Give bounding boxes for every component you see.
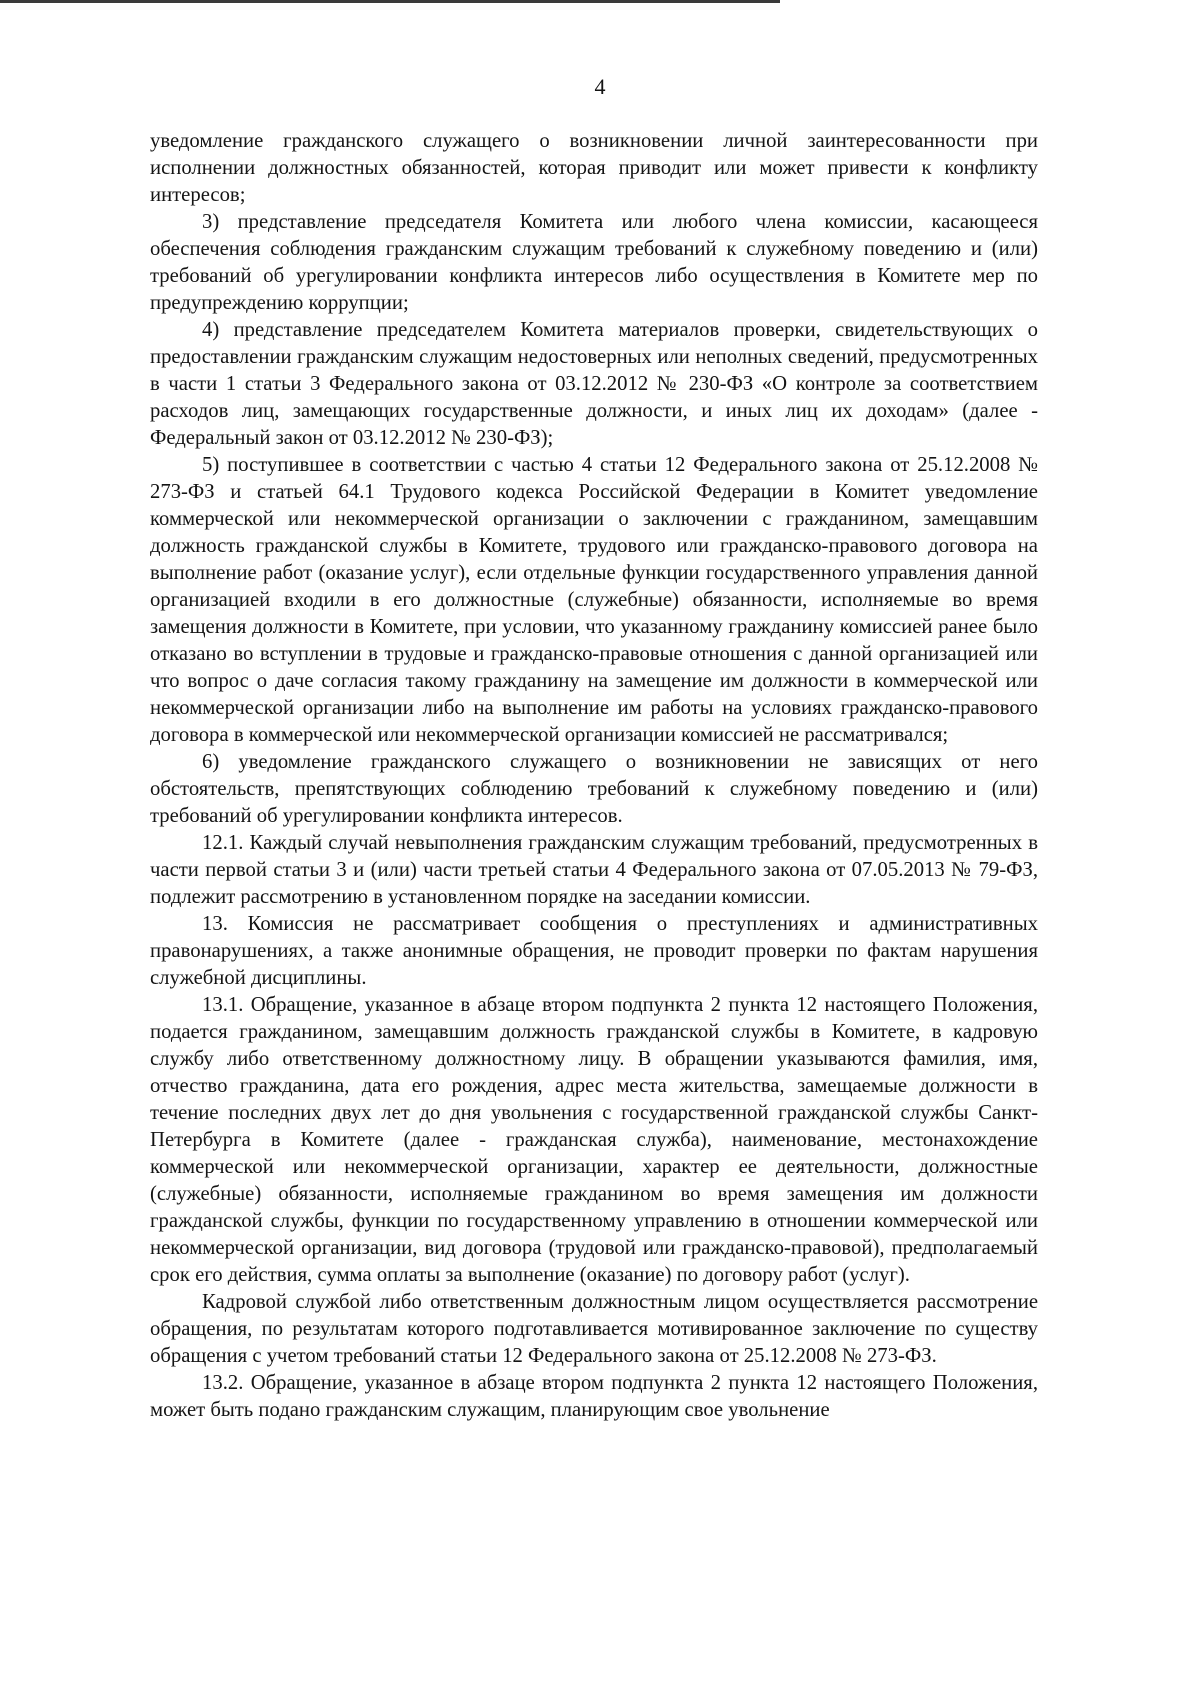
paragraph-item-5: 5) поступившее в соответствии с частью 4 статьи 12 Федерального закона от 25.12.2008 № 273-ФЗ и статьей 64.1 Трудового кодекса Российской Федерации в Комитет уведомление коммерческой или некоммерческой организации о заключении с гражданином, замещавшим должность гражданской службы в Комитете, трудового или гражданско-правового договора на выполнение работ (оказание услуг), если отдельные функции государственного управления данной организацией входили в его должностные (служебные) обязанности, исполняемые во время замещения должности в Комитете, при условии, что указанному гражданину комиссией ранее было отказано во вступлении в трудовые и гражданско-правовые отношения с данной организацией или что вопрос о даче согласия такому гражданину на замещение им должности в коммерческой или некоммерческой организации либо на выполнение им работы на условиях гражданско-правового договора в коммерческой или некоммерческой организации комиссией не рассматривался; bbox=[150, 454, 1038, 746]
document-body bbox=[150, 128, 1038, 1424]
scan-edge-line bbox=[0, 0, 780, 3]
paragraph-13-1: 13.1. Обращение, указанное в абзаце втором подпункта 2 пункта 12 настоящего Положения, подается гражданином, замещавшим должность гражданской службы в Комитете, в кадровую службу либо ответственному должностному лицу. В обращении указываются фамилия, имя, отчество гражданина, дата его рождения, адрес места жительства, замещаемые должности в течение последних двух лет до дня увольнения с государственной гражданской службы Санкт-Петербурга в Комитете (далее - гражданская служба), наименование, местонахождение коммерческой или некоммерческой организации, характер ее деятельности, должностные (служебные) обязанности, исполняемые гражданином во время замещения им должности гражданской службы, функции по государственному управлению в отношении коммерческой или некоммерческой организации, вид договора (трудовой или гражданско-правовой), предполагаемый срок его действия, сумма оплаты за выполнение (оказание) по договору работ (услуг). bbox=[150, 994, 1038, 1286]
paragraph-13: 13. Комиссия не рассматривает сообщения о преступлениях и административных правонарушениях, а также анонимные обращения, не проводит проверки по фактам нарушения служебной дисциплины. bbox=[150, 913, 1038, 989]
paragraph-13-1-conclusion: Кадровой службой либо ответственным должностным лицом осуществляется рассмотрение обращения, по результатам которого подготавливается мотивированное заключение по существу обращения с учетом требований статьи 12 Федерального закона от 25.12.2008 № 273-ФЗ. bbox=[150, 1291, 1038, 1367]
paragraph-12-1: 12.1. Каждый случай невыполнения гражданским служащим требований, предусмотренных в части первой статьи 3 и (или) части третьей статьи 4 Федерального закона от 07.05.2013 № 79-ФЗ, подлежит рассмотрению в установленном порядке на заседании комиссии. bbox=[150, 832, 1038, 908]
paragraph-item-4: 4) представление председателем Комитета материалов проверки, свидетельствующих о предоставлении гражданским служащим недостоверных или неполных сведений, предусмотренных в части 1 статьи 3 Федерального закона от 03.12.2012 № 230-ФЗ «О контроле за соответствием расходов лиц, замещающих государственные должности, и иных лиц их доходам» (далее - Федеральный закон от 03.12.2012 № 230-ФЗ); bbox=[150, 319, 1038, 449]
paragraph-item-6: 6) уведомление гражданского служащего о возникновении не зависящих от него обстоятельств, препятствующих соблюдению требований к служебному поведению и (или) требований об урегулировании конфликта интересов. bbox=[150, 751, 1038, 827]
page-number: 4 bbox=[594, 74, 606, 99]
paragraph-13-2: 13.2. Обращение, указанное в абзаце втором подпункта 2 пункта 12 настоящего Положения, может быть подано гражданским служащим, планирующим свое увольнение bbox=[150, 1372, 1038, 1421]
paragraph-continuation: уведомление гражданского служащего о возникновении личной заинтересованности при исполнении должностных обязанностей, которая приводит или может привести к конфликту интересов; bbox=[150, 130, 1038, 206]
paragraph-item-3: 3) представление председателя Комитета или любого члена комиссии, касающееся обеспечения соблюдения гражданским служащим требований к служебному поведению и (или) требований об урегулировании конфликта интересов либо осуществления в Комитете мер по предупреждению коррупции; bbox=[150, 211, 1038, 314]
